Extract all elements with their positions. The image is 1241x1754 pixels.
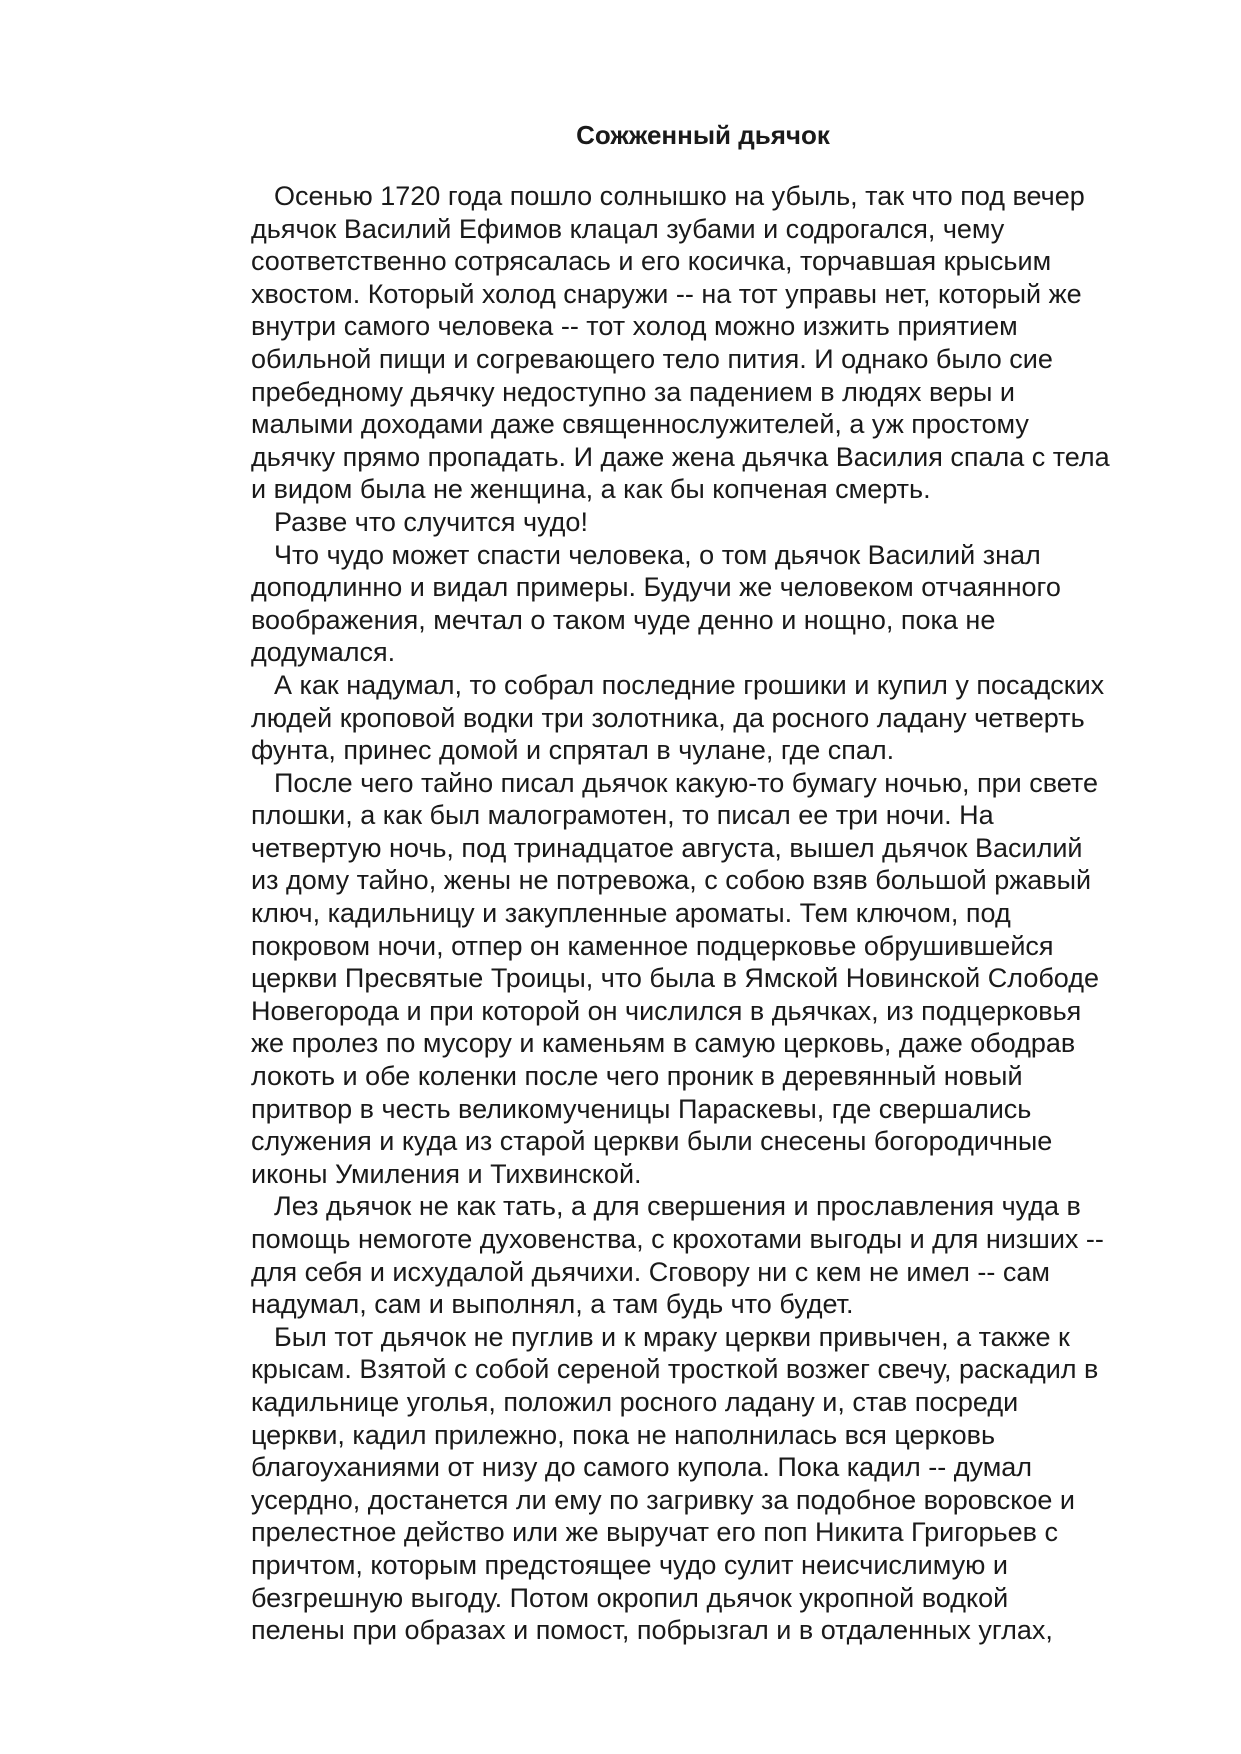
text-line: безгрешную выгоду. Потом окропил дьячок укропной водкой — [251, 1582, 1009, 1613]
text-line: помощь немоготе духовенства, с крохотами выгоды и для низших -- — [251, 1224, 1104, 1254]
text-line: внутри самого человека -- тот холод можно изжить приятием — [251, 311, 1018, 342]
text-line: притвор в честь великомученицы Параскевы, где свершались — [251, 1093, 1032, 1124]
text-line: Лез дьячок не как тать, а для свершения и прославления чуда в — [274, 1191, 1081, 1222]
text-line: четвертую ночь, под тринадцатое августа, вышел дьячок Василий — [251, 832, 1083, 863]
text-line: обильной пищи и согревающего тело пития. И однако было сие — [251, 343, 1053, 374]
text-line: додумался. — [251, 637, 396, 668]
text-line: покровом ночи, отпер он каменное подцерковье обрушившейся — [251, 930, 1054, 961]
text-line: А как надумал, то собрал последние грошики и купил у посадских — [274, 669, 1105, 700]
text-line: церкви, кадил прилежно, пока не наполнилась вся церковь — [251, 1419, 996, 1450]
text-line: и видом была не женщина, а как бы копченая смерть. — [251, 474, 931, 505]
text-line: иконы Умиления и Тихвинской. — [251, 1158, 642, 1189]
text-line: После чего тайно писал дьячок какую-то бумагу ночью, при свете — [274, 767, 1098, 798]
text-line: Что чудо может спасти человека, о том дьячок Василий знал — [274, 539, 1041, 570]
text-line: ключ, кадильницу и закупленные ароматы. Тем ключом, под — [251, 898, 1011, 929]
text-line: надумал, сам и выполнял, а там будь что будет. — [251, 1289, 854, 1320]
text-line: локоть и обе коленки после чего проник в деревянный новый — [251, 1061, 1023, 1092]
text-line: хвостом. Который холод снаружи -- на тот управы нет, который же — [251, 278, 1082, 309]
text-line: Разве что случится чудо! — [274, 506, 588, 537]
text-line: дьячку прямо пропадать. И даже жена дьячка Василия спала с тела — [251, 441, 1110, 472]
text-line: соответственно сотрясалась и его косичка, торчавшая крысьим — [251, 246, 1052, 277]
text-line: церкви Пресвятые Троицы, что была в Ямской Новинской Слободе — [251, 963, 1099, 994]
document-body — [251, 180, 1181, 1647]
text-line: кадильнице уголья, положил росного ладану и, став посреди — [251, 1386, 1019, 1417]
text-line: плошки, а как был малограмотен, то писал ее три ночи. На — [251, 800, 994, 831]
text-line: фунта, принес домой и спрятал в чулане, где спал. — [251, 735, 895, 766]
text-line: причтом, которым предстоящее чудо сулит неисчислимую и — [251, 1549, 1008, 1580]
text-line: служения и куда из старой церкви были снесены богородичные — [251, 1126, 1053, 1157]
text-line: людей кроповой водки три золотника, да росного ладану четверть — [251, 702, 1085, 733]
text-line: усердно, достанется ли ему по загривку за подобное воровское и — [251, 1484, 1076, 1515]
text-line: для себя и исхудалой дьячихи. Сговору ни с кем не имел -- сам — [251, 1256, 1050, 1287]
text-line: благоуханиями от низу до самого купола. Пока кадил -- думал — [251, 1452, 1033, 1483]
text-line: дьячок Василий Ефимов клацал зубами и содрогался, чему — [251, 213, 1005, 244]
text-line: прелестное действо или же выручат его поп Никита Григорьев с — [251, 1517, 1058, 1548]
text-line: малыми доходами даже священнослужителей, а уж простому — [251, 409, 1029, 440]
text-line: пребедному дьячку недоступно за падением в людях веры и — [251, 376, 1016, 407]
text-line: крысам. Взятой с собой сереной тросткой возжег свечу, раскадил в — [251, 1354, 1099, 1385]
document-title: Сожженный дьячок — [576, 120, 830, 150]
text-line: же пролез по мусору и каменьям в самую церковь, даже ободрав — [251, 1028, 1076, 1059]
text-line: доподлинно и видал примеры. Будучи же человеком отчаянного — [251, 572, 1061, 603]
text-line: из дому тайно, жены не потревожа, с собою взяв большой ржавый — [251, 865, 1092, 896]
text-line: Новегорода и при которой он числился в дьячках, из подцерковья — [251, 995, 1082, 1026]
text-line: Был тот дьячок не пуглив и к мраку церкви привычен, а также к — [274, 1321, 1070, 1352]
text-line: Осенью 1720 года пошло солнышко на убыль, так что под вечер — [274, 181, 1085, 211]
text-line: воображения, мечтал о таком чуде денно и нощно, пока не — [251, 604, 996, 635]
text-line: пелены при образах и помост, побрызгал и в отдаленных углах, — [251, 1615, 1053, 1646]
